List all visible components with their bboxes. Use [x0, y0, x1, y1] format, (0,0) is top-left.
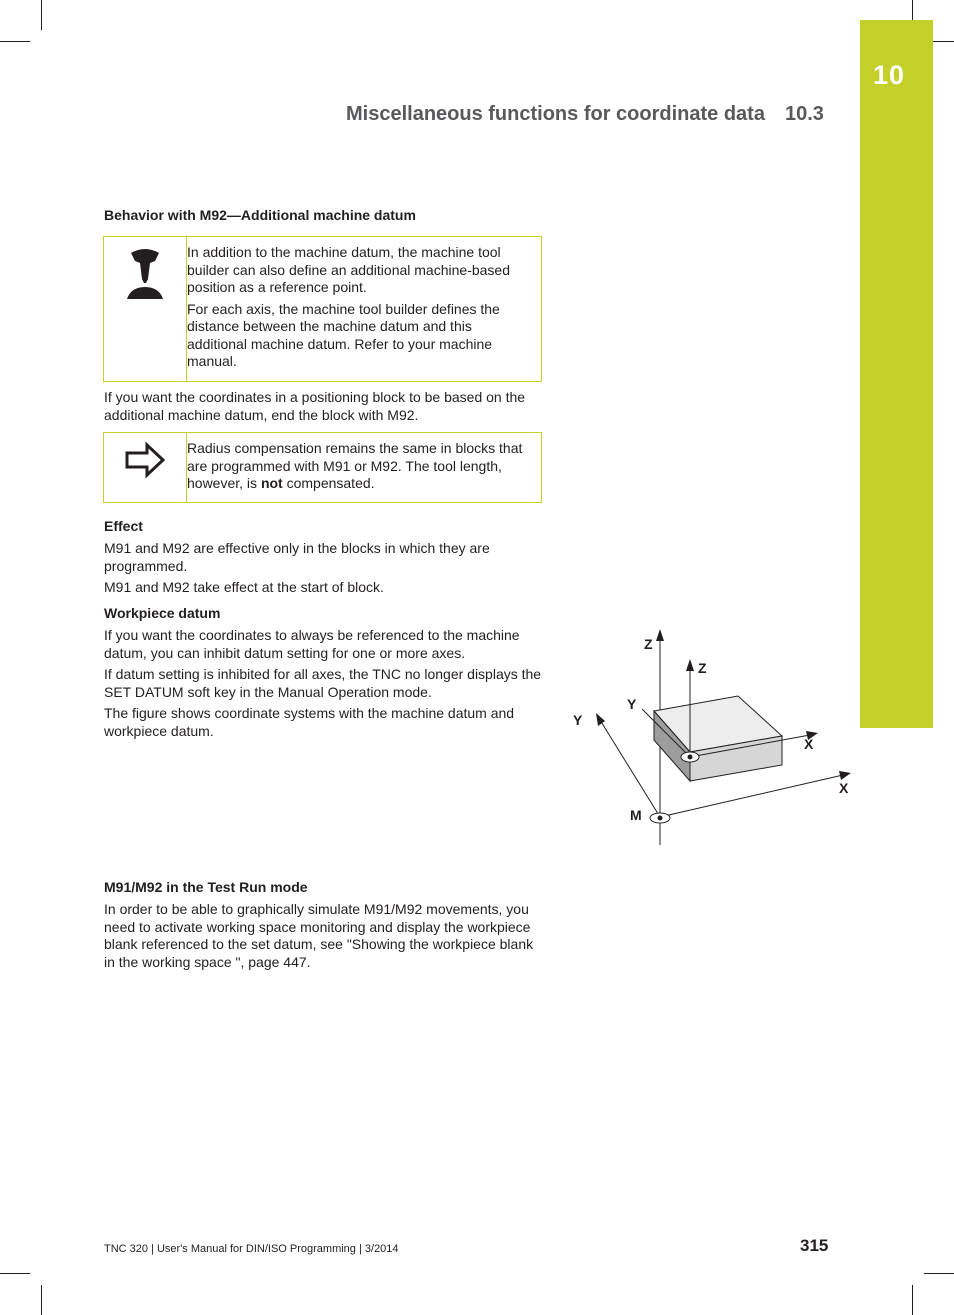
machine-y-axis: [600, 720, 660, 817]
note-text-part: compensated.: [282, 475, 375, 491]
crop-mark: [41, 1285, 42, 1315]
arrow-head: [839, 771, 851, 780]
page-number: 315: [800, 1236, 829, 1255]
info-note: [103, 432, 542, 503]
arrow-head: [596, 713, 605, 726]
note-text: [187, 440, 533, 493]
machine-tool-icon: [104, 247, 186, 303]
machine-note: [103, 236, 542, 382]
crop-mark: [0, 1273, 30, 1274]
header-section: 10.3: [784, 103, 824, 125]
note-paragraph: For each axis, the machine tool builder defines the distance between the machine datum and this additional machine datum. Refer to your machine manual.: [187, 300, 500, 369]
note-text-bold: not: [260, 475, 283, 491]
note-text-part: Radius compensation remains the same in blocks that are programmed with M91 or M92. The tool length, however, is: [187, 440, 523, 491]
arrow-right-icon: [104, 441, 186, 479]
crop-mark: [924, 1273, 954, 1274]
machine-y-label: Y: [573, 712, 583, 728]
chapter-number: 10: [873, 60, 906, 90]
workpiece-y-label: Y: [627, 696, 637, 712]
section-heading-effect: Effect: [104, 518, 143, 534]
section-heading-workpiece: Workpiece datum: [104, 605, 221, 621]
machine-x-axis: [660, 775, 843, 817]
workpiece-datum-icon: [681, 752, 699, 762]
chapter-tab: [860, 20, 933, 728]
body-paragraph: If you want the coordinates to always be referenced to the machine datum, you can inhibit datum setting for one or more axes.: [104, 627, 520, 661]
arrow-head: [656, 629, 664, 641]
running-header: [346, 103, 824, 126]
body-paragraph: If you want the coordinates in a positioning block to be based on the additional machine datum, end the block with M92.: [104, 389, 526, 423]
body-paragraph: M91 and M92 take effect at the start of block.: [104, 579, 384, 595]
arrow-head: [686, 659, 694, 671]
note-paragraph: In addition to the machine datum, the machine tool builder can also define an additional machine-based position as a reference point.: [187, 244, 510, 295]
machine-x-label: X: [839, 780, 849, 796]
body-paragraph: The figure shows coordinate systems with the machine datum and workpiece datum.: [104, 705, 515, 739]
machine-datum-icon: [650, 813, 670, 823]
header-title: Miscellaneous functions for coordinate data: [346, 103, 765, 125]
datum-figure: [560, 625, 860, 855]
machine-z-label: Z: [644, 636, 653, 652]
crop-mark: [0, 41, 30, 42]
machine-datum-label: M: [630, 807, 642, 823]
body-paragraph: In order to be able to graphically simulate M91/M92 movements, you need to activate working space monitoring and display the workpiece blank referenced to the set datum, see "Showing the workpiece blank in the working space ", page 447.: [104, 901, 534, 970]
section-heading-testrun: M91/M92 in the Test Run mode: [104, 879, 308, 895]
section-heading-m92: Behavior with M92—Additional machine datum: [104, 207, 416, 223]
workpiece-x-label: X: [804, 736, 814, 752]
workpiece-z-label: Z: [698, 660, 707, 676]
note-text: [187, 244, 533, 371]
crop-mark: [912, 1285, 913, 1315]
body-paragraph: If datum setting is inhibited for all axes, the TNC no longer displays the SET DATUM soft key in the Manual Operation mode.: [104, 666, 542, 700]
footer-text: TNC 320 | User's Manual for DIN/ISO Programming | 3/2014: [104, 1243, 399, 1255]
crop-mark: [41, 0, 42, 30]
body-paragraph: M91 and M92 are effective only in the blocks in which they are programmed.: [104, 540, 490, 574]
coordinate-diagram: [560, 625, 860, 855]
